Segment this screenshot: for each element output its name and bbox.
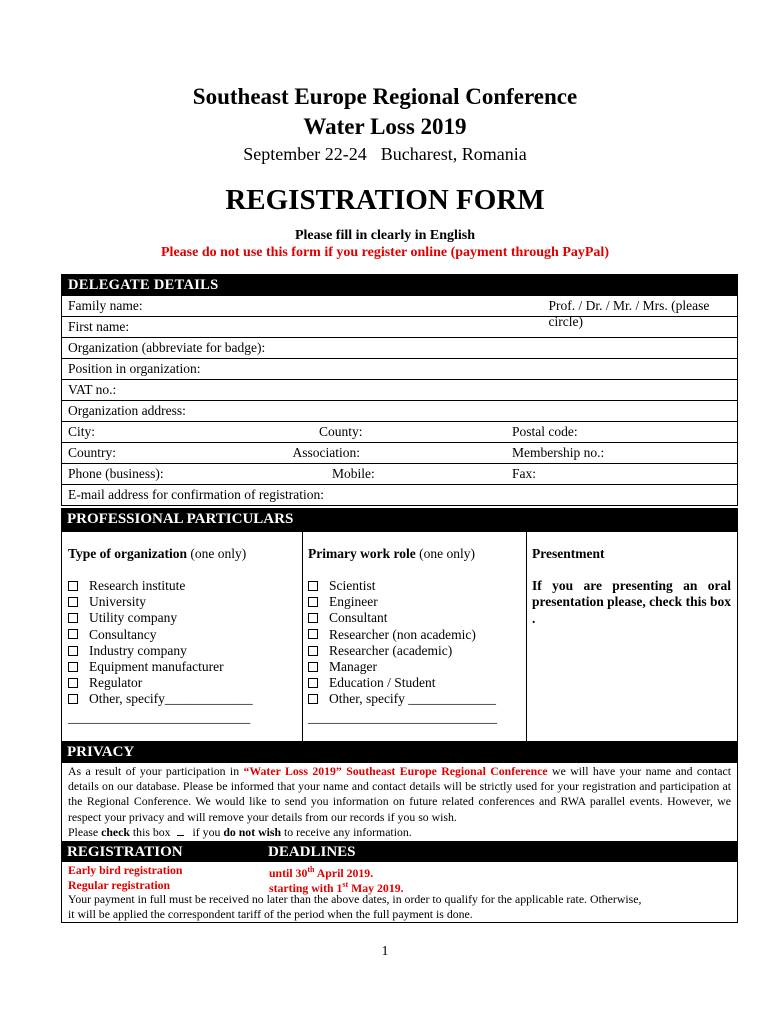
role-option-label: Scientist	[329, 578, 376, 593]
city-field[interactable]: City:	[62, 422, 314, 443]
role-option-label: Engineer	[329, 594, 378, 610]
org-type-option[interactable]	[68, 594, 253, 610]
delegate-details-table	[61, 274, 738, 506]
org-address-field[interactable]: Organization address:	[62, 401, 738, 422]
role-option[interactable]	[308, 659, 496, 675]
checkbox-icon[interactable]	[308, 581, 318, 591]
checkbox-icon[interactable]	[68, 597, 78, 607]
professional-particulars	[61, 531, 738, 742]
conference-location: Bucharest, Romania	[380, 144, 527, 164]
form-title: REGISTRATION FORM	[225, 184, 545, 216]
checkbox-icon[interactable]	[68, 629, 78, 639]
registration-details	[61, 862, 738, 923]
conference-subtitle: Water Loss 2019	[303, 114, 467, 139]
org-type-option-label: University	[89, 594, 146, 610]
role-option-label: Researcher (non academic)	[329, 626, 476, 642]
checkbox-icon[interactable]	[68, 646, 78, 656]
role-specify-line[interactable]: ____________________________	[308, 710, 497, 725]
presentment-heading: Presentment	[532, 546, 605, 561]
privacy-heading: PRIVACY	[67, 744, 135, 760]
county-field[interactable]: County:	[313, 422, 506, 443]
checkbox-icon[interactable]	[68, 678, 78, 688]
presentment-column	[526, 532, 737, 741]
role-option[interactable]	[308, 578, 496, 594]
checkbox-icon[interactable]	[68, 694, 78, 704]
membership-field[interactable]: Membership no.:	[506, 443, 738, 464]
phone-field[interactable]: Phone (business):	[62, 464, 314, 485]
org-type-option-label: Other, specify_____________	[89, 691, 253, 707]
vat-field[interactable]: VAT no.:	[62, 380, 738, 401]
role-heading: Primary work role (one only)	[308, 546, 475, 561]
role-option[interactable]	[308, 675, 496, 691]
regular-label: Regular registration	[68, 877, 171, 892]
role-option[interactable]	[308, 643, 496, 659]
professional-heading: PROFESSIONAL PARTICULARS	[67, 511, 294, 527]
mobile-field[interactable]: Mobile:	[313, 464, 506, 485]
early-bird-date: until 30th April 2019.	[269, 865, 374, 880]
checkbox-icon[interactable]	[308, 629, 318, 639]
first-name-field[interactable]: First name:	[62, 317, 738, 338]
org-type-column	[62, 532, 303, 741]
role-option[interactable]	[308, 594, 496, 610]
org-type-option-label: Industry company	[89, 642, 187, 658]
role-option-label: Education / Student	[329, 675, 436, 691]
online-warning: Please do not use this form if you register online (payment through PayPal)	[161, 245, 609, 260]
org-type-option-label: Utility company	[89, 610, 178, 626]
role-option-label: Other, specify _____________	[329, 691, 497, 707]
org-type-option-label: Research institute	[89, 578, 186, 593]
org-type-option[interactable]	[68, 691, 253, 707]
org-type-option[interactable]	[68, 659, 253, 675]
conference-title: Southeast Europe Regional Conference	[192, 84, 578, 109]
org-specify-line[interactable]: ___________________________	[68, 710, 251, 725]
country-label: Country:	[68, 445, 117, 460]
email-field[interactable]: E-mail address for confirmation of registration:	[62, 485, 738, 506]
position-field[interactable]: Position in organization:	[62, 359, 738, 380]
org-type-option-label: Consultancy	[89, 626, 157, 642]
postal-code-field[interactable]: Postal code:	[506, 422, 738, 443]
org-type-option-label: Regulator	[89, 675, 143, 691]
org-type-option-label: Equipment manufacturer	[89, 658, 224, 674]
role-option[interactable]	[308, 691, 496, 707]
regular-date: starting with 1st May 2019.	[269, 879, 404, 895]
early-bird-label: Early bird registration	[68, 863, 183, 877]
role-option-label: Consultant	[329, 610, 388, 626]
registration-heading-bar	[61, 842, 738, 862]
checkbox-icon[interactable]	[68, 613, 78, 623]
checkbox-icon[interactable]	[308, 678, 318, 688]
fax-field[interactable]: Fax:	[506, 464, 738, 485]
professional-heading-bar	[61, 508, 738, 531]
checkbox-icon[interactable]	[308, 662, 318, 672]
org-type-option[interactable]	[68, 675, 253, 691]
role-column	[302, 532, 527, 741]
role-option[interactable]	[308, 610, 496, 626]
org-type-heading: Type of organization (one only)	[68, 546, 247, 561]
checkbox-icon[interactable]	[68, 662, 78, 672]
registration-heading: REGISTRATION	[67, 844, 183, 860]
presentment-text[interactable]: If you are presenting an oral presentation please, check this box .	[532, 578, 731, 626]
checkbox-icon[interactable]	[308, 613, 318, 623]
checkbox-icon[interactable]	[68, 581, 78, 591]
page-number: 1	[381, 944, 389, 959]
payment-note-1: Your payment in full must be received no later than the above dates, in order to qualify for the applicable rate. Otherwise,	[68, 892, 642, 906]
org-type-option[interactable]	[68, 643, 253, 659]
delegate-details-heading: DELEGATE DETAILS	[62, 275, 738, 296]
role-option-label: Researcher (academic)	[329, 642, 453, 658]
org-type-option[interactable]	[68, 578, 253, 594]
org-type-option[interactable]	[68, 627, 253, 643]
checkbox-icon[interactable]	[308, 597, 318, 607]
family-name-label: Family name:	[68, 298, 143, 313]
conference-date-location	[0, 144, 770, 165]
privacy-heading-bar	[61, 742, 738, 762]
no-info-checkbox[interactable]	[177, 833, 184, 836]
organization-field[interactable]: Organization (abbreviate for badge):	[62, 338, 738, 359]
org-type-option[interactable]	[68, 610, 253, 626]
role-option-label: Manager	[329, 658, 377, 674]
role-option[interactable]	[308, 627, 496, 643]
association-field[interactable]: Association:	[292, 445, 360, 460]
conference-date: September 22-24	[243, 144, 367, 164]
deadlines-heading: DEADLINES	[268, 844, 356, 860]
payment-note-2: it will be applied the correspondent tariff of the period when the full payment is done.	[68, 906, 473, 921]
org-type-list	[68, 578, 253, 708]
checkbox-icon[interactable]	[308, 646, 318, 656]
fill-instruction: Please fill in clearly in English	[294, 228, 476, 243]
country-field[interactable]	[62, 443, 360, 464]
role-list	[308, 578, 496, 708]
privacy-text: As a result of your participation in “Water Loss 2019” Southeast Europe Regional Conference we will have your name and contact details on our database. Please be informed that your name and contact details will be strictly used for your registration and participation at the Regional Conference. We would like to send you information on future related conferences and RWA parallel events. However, we respect your privacy and will remove your details from our records if you so wish. Please check this box if you do not wish to receive any information.	[61, 762, 738, 842]
checkbox-icon[interactable]	[308, 694, 318, 704]
title-choice[interactable]: Prof. / Dr. / Mr. / Mrs. (please circle)	[548, 298, 710, 329]
